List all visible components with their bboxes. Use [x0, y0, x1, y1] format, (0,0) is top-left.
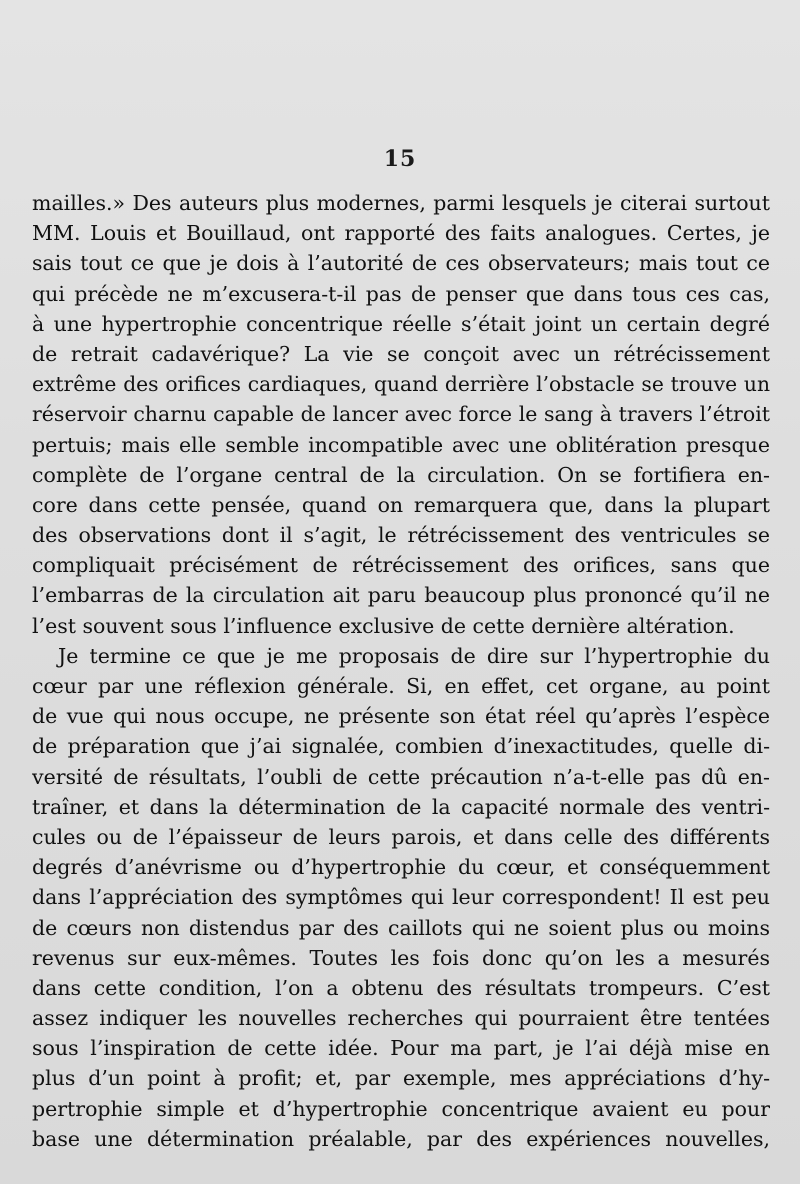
text-line: de vue qui nous occupe, ne présente son état réel qu’après l’espèce [32, 704, 770, 729]
text-line: l’est souvent sous l’influence exclusive de cette dernière altération. [32, 613, 735, 638]
text-line: mailles.» Des auteurs plus modernes, parmi lesquels je citerai surtout [32, 191, 770, 215]
text-line: compliquait précisément de rétrécissement des orifices, sans que [32, 553, 770, 578]
text-line: traîner, et dans la détermination de la capacité normale des ventri- [32, 794, 770, 819]
text-line: sous l’inspiration de cette idée. Pour ma part, je l’ai déjà mise en [32, 1036, 770, 1061]
text-line: cœur par une réflexion générale. Si, en effet, cet organe, au point [32, 674, 770, 698]
text-line: MM. Louis et Bouillaud, ont rapporté des faits analogues. Certes, je [32, 221, 770, 246]
text-line: l’embarras de la circulation ait paru beaucoup plus prononcé qu’il ne [32, 583, 770, 608]
page-number: 15 [383, 146, 417, 172]
text-line: cules ou de l’épaisseur de leurs parois, et dans celle des différents [32, 824, 770, 849]
body-text [32, 188, 770, 1154]
text-line: Je termine ce que je me proposais de dire sur l’hypertrophie du [58, 643, 770, 668]
text-line: qui précède ne m’excusera-t-il pas de penser que dans tous ces cas, [32, 281, 770, 306]
text-line: core dans cette pensée, quand on remarquera que, dans la plupart [32, 492, 770, 517]
text-line: revenus sur eux-mêmes. Toutes les fois donc qu’on les a mesurés [32, 945, 770, 970]
text-line: degrés d’anévrisme ou d’hypertrophie du cœur, et conséquemment [32, 855, 770, 880]
text-line: assez indiquer les nouvelles recherches qui pourraient être tentées [32, 1006, 770, 1031]
text-line: complète de l’organe central de la circulation. On se fortifiera en- [32, 462, 770, 487]
text-line: de cœurs non distendus par des caillots qui ne soient plus ou moins [32, 915, 770, 940]
text-line: de préparation que j’ai signalée, combien d’inexactitudes, quelle di- [32, 734, 770, 759]
text-line: sais tout ce que je dois à l’autorité de ces observateurs; mais tout ce [32, 251, 770, 276]
text-line: des observations dont il s’agit, le rétrécissement des ventricules se [32, 523, 770, 548]
text-line: à une hypertrophie concentrique réelle s’était joint un certain degré [32, 311, 770, 336]
text-line: réservoir charnu capable de lancer avec force le sang à travers l’étroit [32, 402, 770, 427]
text-line: de retrait cadavérique? La vie se conçoit avec un rétrécissement [32, 341, 770, 366]
text-line: versité de résultats, l’oubli de cette précaution n’a-t-elle pas dû en- [32, 764, 770, 789]
text-line: dans l’appréciation des symptômes qui leur correspondent! Il est peu [32, 885, 770, 910]
text-line: base une détermination préalable, par des expériences nouvelles, [32, 1126, 770, 1151]
text-line: extrême des orifices cardiaques, quand derrière l’obstacle se trouve un [32, 372, 770, 397]
text-line: dans cette condition, l’on a obtenu des résultats trompeurs. C’est [32, 975, 770, 1000]
text-line: pertuis; mais elle semble incompatible avec une oblitération presque [32, 432, 770, 457]
text-line: pertrophie simple et d’hypertrophie concentrique avaient eu pour [32, 1096, 770, 1121]
text-line: plus d’un point à profit; et, par exemple, mes appréciations d’hy- [32, 1066, 770, 1091]
